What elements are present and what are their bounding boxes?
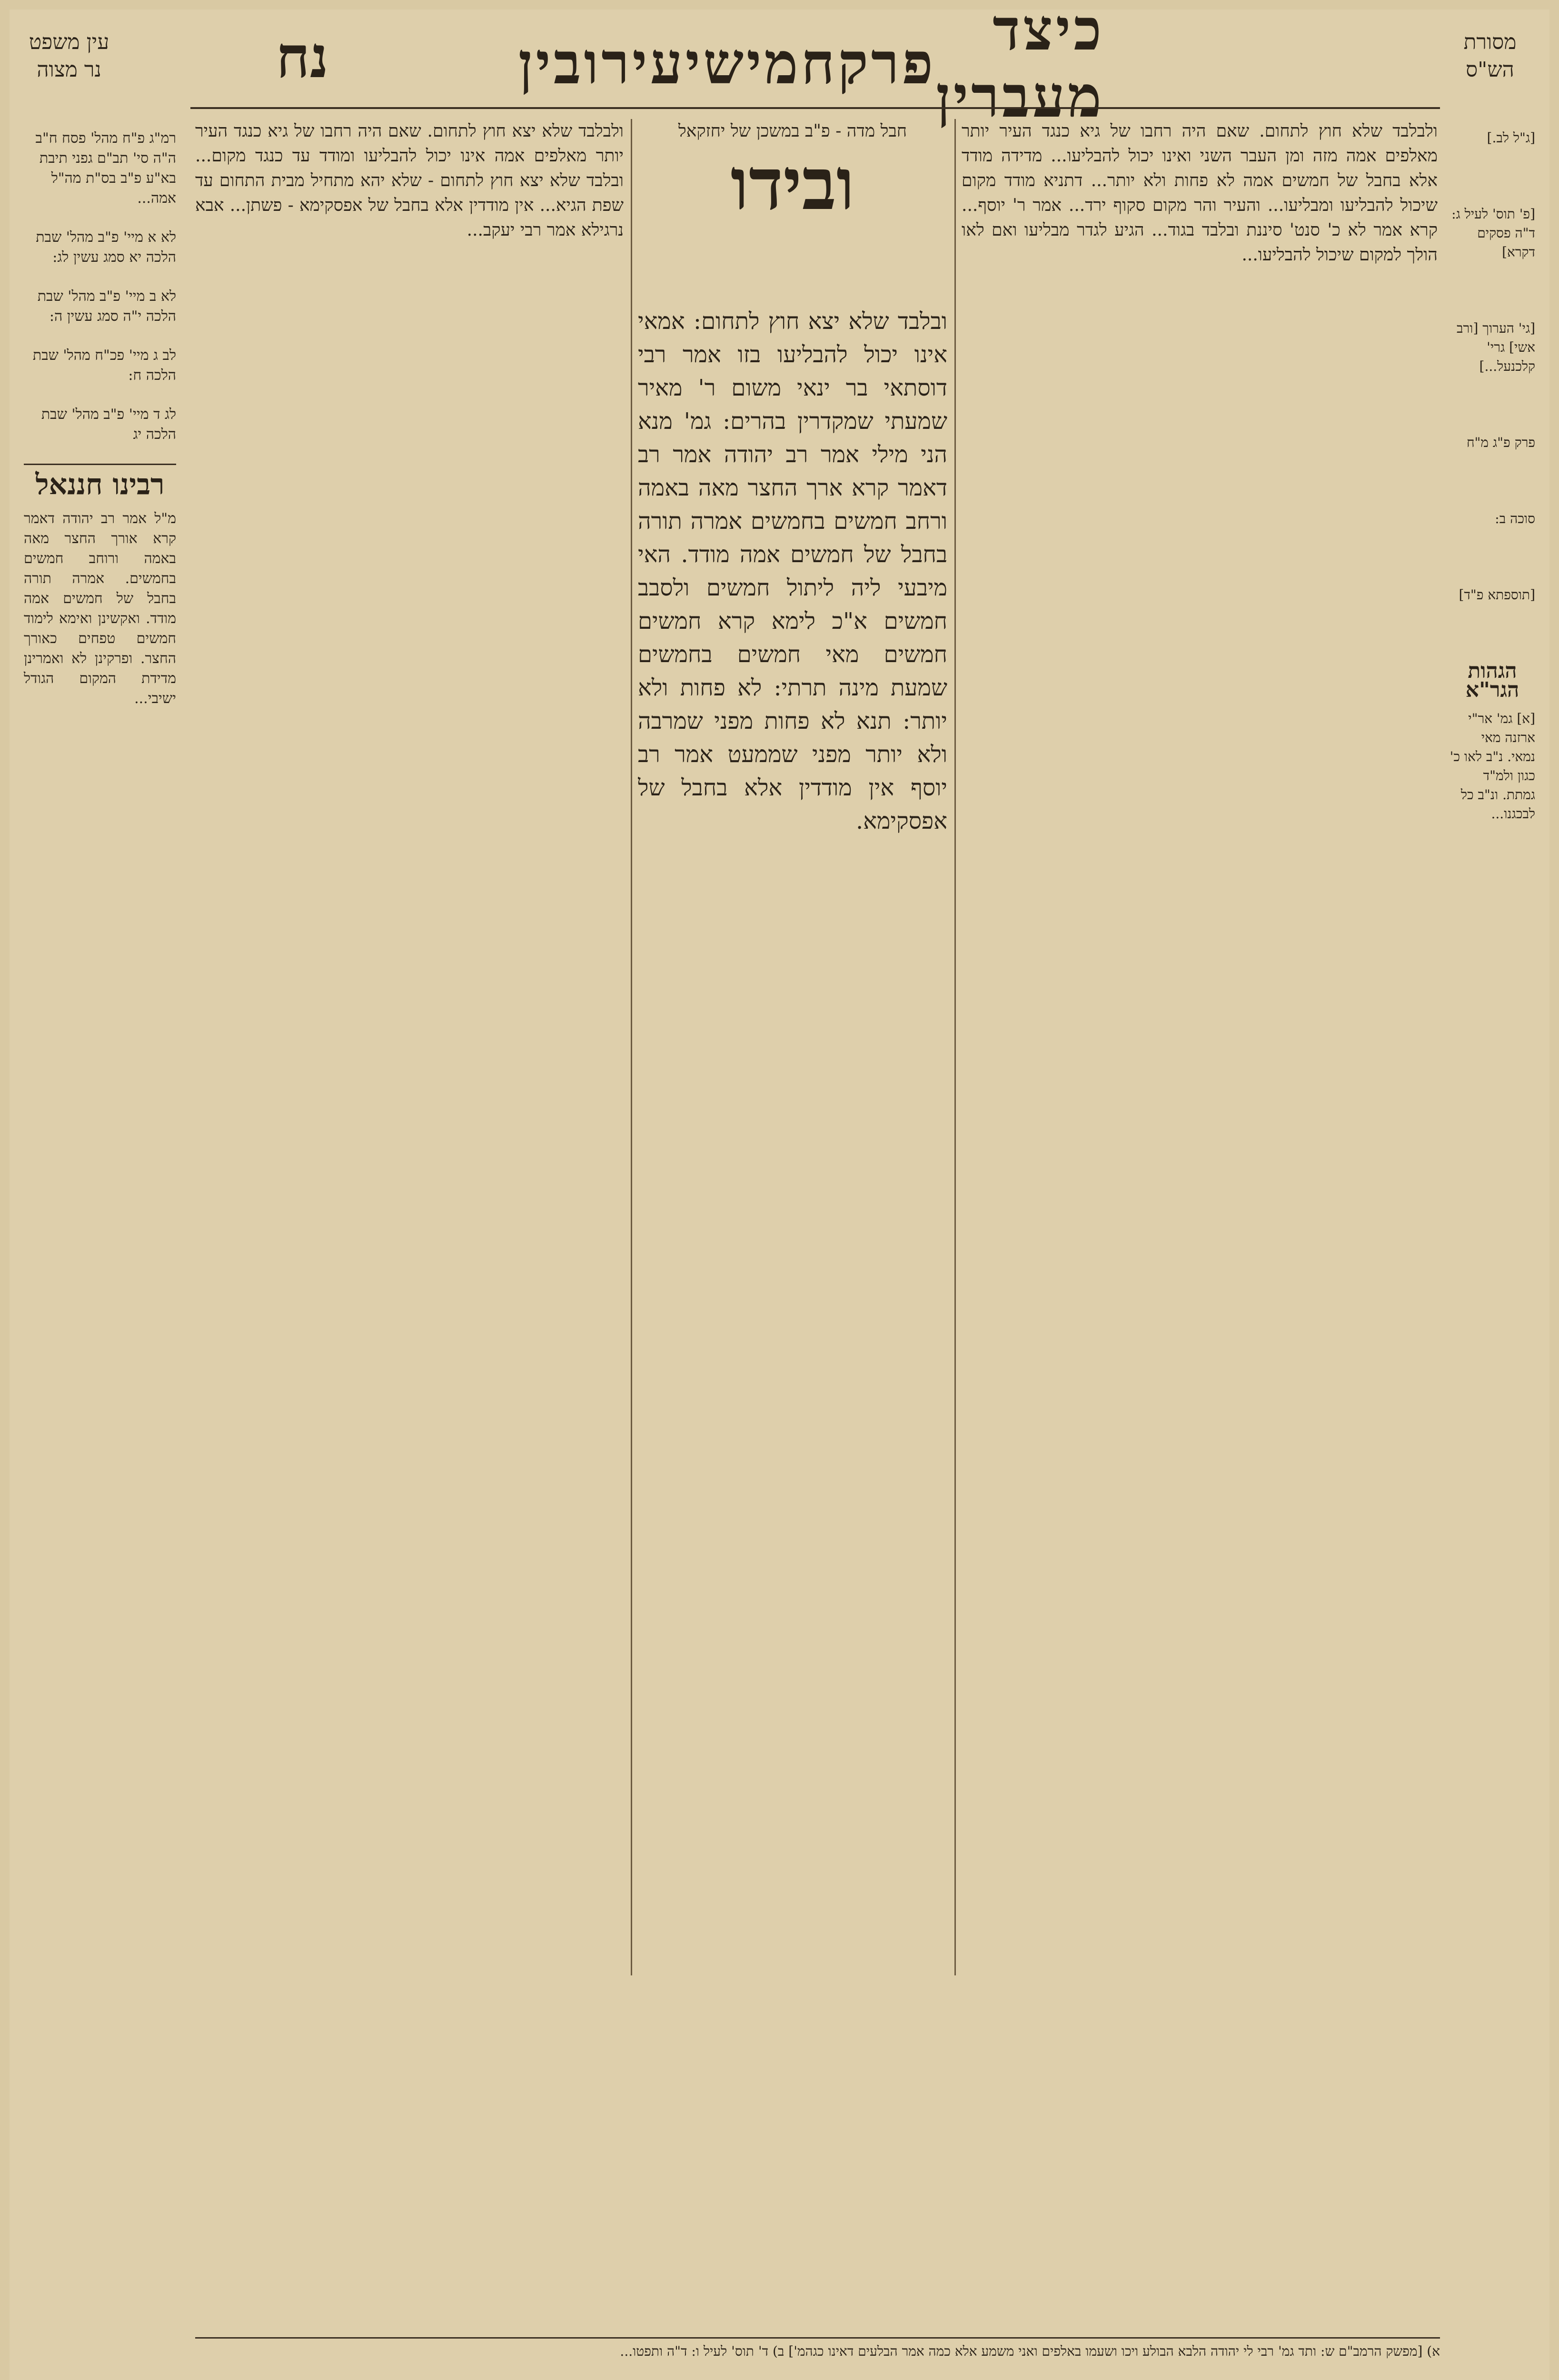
masoret-note: סוכה ב: <box>1495 511 1535 526</box>
hagahot-text: [א] גמ' אר"י ארזנה מאי נמאי. נ"ב לאו כ' כגון ולמ"ד גמתת. ונ"ב כל לבכגנו... <box>1450 711 1535 822</box>
masoret-hashas-column <box>1450 129 1535 1842</box>
tosafot-commentary: ולבלבד שלא חוץ לתחום. שאם היה רחבו של גיא כנגד העיר יותר מאלפים אמה מזה ומן העבר השני ואינו יכול להבליעו... מדידה מודד אלא בחבל של חמשים אמה לא פחות ולא יותר... דתניא מודד מקום שיכול להבליעו ומבליעו... והעיר והר מקום סקוף ירד... אמר ר' יוסף... קרא אמר לא כ' סנט' סיננת ובלבד בגוד... הגיע לגדר מבליעו ואם לאו הולך למקום שיכול להבליעו... <box>962 121 1438 265</box>
rashi-commentary: ולבלבד שלא יצא חוץ לתחום. שאם היה רחבו של גיא כנגד העיר יותר מאלפים אמה אינו יכול להבליעו ומודד עד כנגד מקום... ובלבד שלא יצא חוץ לתחום - שלא יהא מתחיל מבית התחום עד שפת הגיא... אין מודדין אלא בחבל של אפסקימא - פשתן... אבא נרגילא אמר רבי יעקב... <box>195 121 624 240</box>
ein-mishpat-entry: לא א מיי' פ"ב מהל' שבת הלכה יא סמג עשין לג: <box>36 229 176 266</box>
rabbeinu-chananel-text: מ"ל אמר רב יהודה דאמר קרא אורך החצר מאה באמה ורוחב חמשים בחמשים. אמרה תורה בחבל של חמשים אמה מודד. ואקשינן ואימא לימוד חמשים טפחים כאורך החצר. ופרקינן לא ואמרינן מדידת המקום הגודל ישיבי... <box>24 510 176 707</box>
ein-mishpat-label: עין משפט נר מצוה <box>29 30 109 82</box>
ein-mishpat-column <box>24 129 176 2342</box>
ein-mishpat-entry: רמ"ג פ"ח מהל' פסח ח"ב ה"ה סי' תב"ם גפני תיבת בא"ע פ"ב בס"ת מה"ל אמה... <box>35 130 176 207</box>
header-chapter-name: כיצד מעברין <box>936 0 1104 130</box>
gemara-main-text: ובלבד שלא יצא חוץ לתחום: אמאי אינו יכול להבליעו בזו אמר רבי דוסתאי בר ינאי משום ר' מאיר שמעתי שמקדרין בהרים: גמ' מנא הני מילי אמר רב יהודה אמר רב דאמר קרא ארך החצר מאה באמה ורחב חמשים בחמשים אמרה תורה בחבל של חמשים אמה מודד. האי מיבעי ליה ליתול חמשים ולסבב חמשים א"כ לימא קרא חמשים חמשים מאי חמשים בחמשים שמעת מינה תרתי: לא פחות ולא יותר: תנא לא פחות מפני שמרבה ולא יותר מפני שממעט אמר רב יוסף אין מודדין אלא בחבל של אפסקימא. <box>638 308 947 834</box>
masoret-note: [תוספתא פ"ד] <box>1459 587 1535 603</box>
masoret-hashas-label: מסורת הש"ס <box>1463 30 1517 82</box>
main-text-lead <box>638 119 947 300</box>
hagahot-title: הגהות הגר"א <box>1465 659 1519 702</box>
footnotes: א) [מפשק הרמב"ם ש: ותד גמ' רבי לי יהודה הלבא הבולע ויכו ושעמו באלפים ואני משמע אלא כמה אמר הבלעים דאינו כגהמ'] ב) ד' תוס' לעיל ו: ד"ה ותפטו... <box>620 2343 1440 2359</box>
ein-mishpat-entry: לב ג מיי' פכ"ח מהל' שבת הלכה ח: <box>32 347 176 384</box>
main-lead-caption: חבל מדה - פ"ב במשכן של יחזקאל <box>678 121 907 141</box>
talmud-page <box>10 0 1549 2380</box>
ein-mishpat-entry: לג ד מיי' פ"ב מהל' שבת הלכה יג <box>41 406 176 443</box>
rabbeinu-chananel-title: רבינו חננאל <box>24 464 176 495</box>
ein-mishpat-entry: לא ב מיי' פ"ב מהל' שבת הלכה י"ה סמג עשין ה: <box>37 288 176 325</box>
masoret-note: [ג"ל לב.] <box>1487 130 1535 146</box>
masoret-note: [גי' הערוך [ורב אשי] גרי' קלכנעל...] <box>1457 320 1535 374</box>
header-perek: פרק <box>837 30 936 97</box>
masoret-note: פרק פ"ג מ"ח <box>1466 435 1535 450</box>
column-divider <box>954 119 956 1975</box>
header-chapter-number: חמישי <box>685 30 838 97</box>
masoret-note: [פ' תוס' לעיל ג: ד"ה פסקים דקרא] <box>1451 206 1535 260</box>
header-tractate: עירובין <box>518 30 685 97</box>
header-rule <box>190 107 1440 109</box>
folio-number: נח <box>276 24 329 91</box>
column-divider <box>631 119 632 1975</box>
page-header-title <box>518 0 1104 130</box>
main-lead-word: ובידו <box>730 142 855 226</box>
footnote-rule <box>195 2337 1440 2339</box>
